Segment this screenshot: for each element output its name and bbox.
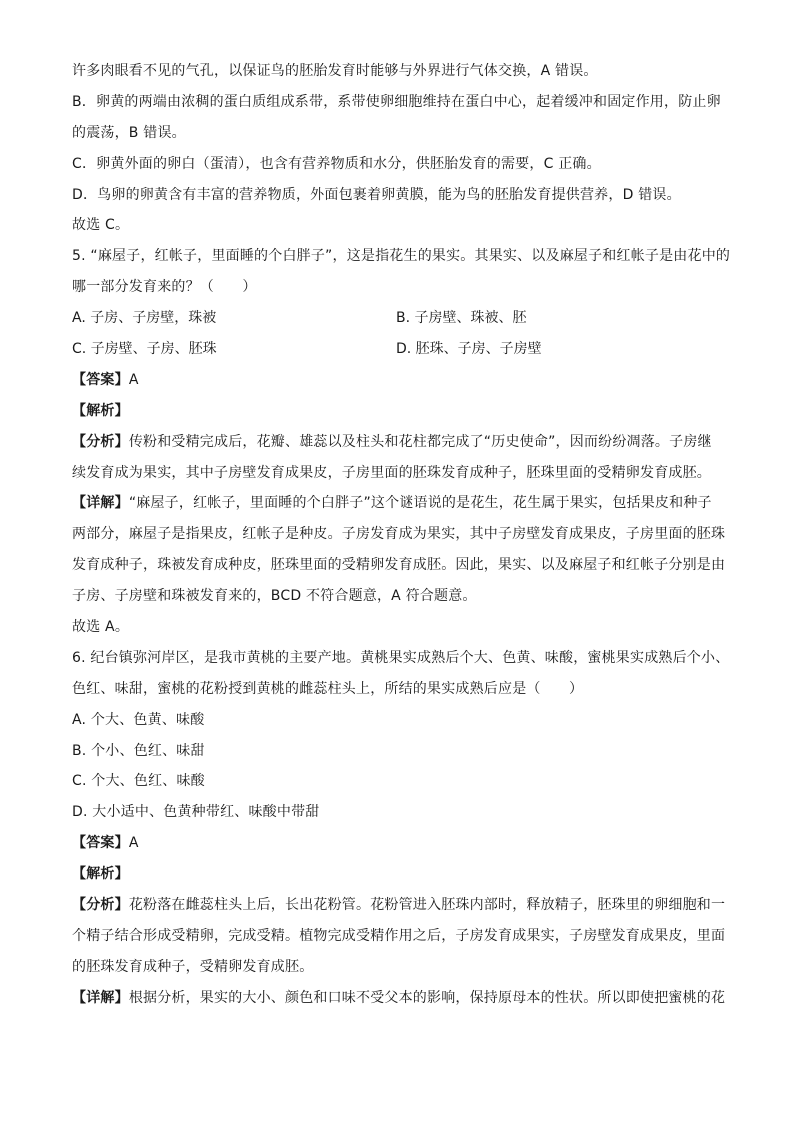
q5-final: 故选 A。	[72, 619, 130, 636]
answer-tag: 【答案】	[72, 835, 129, 852]
q5-xiangjie-line2: 两部分，麻屋子是指果皮，红帐子是种皮。子房发育成为果实，其中子房壁发育成果皮，子房里面的胚珠	[72, 526, 726, 543]
xiangjie-text: “麻屋子，红帐子，里面睡的个白胖子”这个谜语说的是花生，花生属于果实，包括果皮和种子	[128, 495, 712, 512]
q5-fenxi-line2: 续发育成为果实，其中子房壁发育成果皮，子房里面的胚珠发育成种子，胚珠里面的受精卵发育成胚。	[72, 464, 711, 481]
text-line: 的震荡，B 错误。	[72, 124, 186, 141]
q6-fenxi-line2: 个精子结合形成受精卵，完成受精。植物完成受精作用之后，子房发育成果实，子房壁发育成果皮，里面	[72, 927, 726, 944]
text-line: B．卵黄的两端由浓稠的蛋白质组成系带，系带使卵细胞维持在蛋白中心，起着缓冲和固定作用，防止卵	[72, 93, 721, 110]
q5-xiangjie-line1	[72, 494, 732, 512]
q5-options-row2	[72, 340, 732, 358]
q6-option-d: D. 大小适中、色黄种带红、味酸中带甜	[72, 804, 320, 821]
q6-option-b: B. 个小、色红、味甜	[72, 742, 205, 759]
answer-tag: 【答案】	[72, 371, 129, 388]
xiangjie-tag: 【详解】	[72, 989, 129, 1006]
fenxi-text: 传粉和受精完成后，花瓣、雄蕊以及柱头和花柱都完成了“历史使命”，因而纷纷凋落。子房继	[128, 433, 712, 450]
q5-option-a: A. 子房、子房壁，珠被	[72, 310, 217, 327]
q5-options-row1	[72, 309, 732, 327]
fenxi-text: 花粉落在雌蕊柱头上后，长出花粉管。花粉管进入胚珠内部时，释放精子，胚珠里的卵细胞和一	[128, 897, 726, 914]
q6-option-a: A. 个大、色黄、味酸	[72, 711, 205, 728]
text-line: C．卵黄外面的卵白（蛋清），也含有营养物质和水分，供胚胎发育的需要，C 正确。	[72, 155, 601, 172]
xiangjie-text: 根据分析，果实的大小、颜色和口味不受父本的影响，保持原母本的性状。所以即使把蜜桃的花	[128, 989, 726, 1006]
q6-xiangjie-line1	[72, 989, 732, 1007]
q5-analysis-heading	[72, 402, 732, 420]
answer-value: A	[128, 371, 139, 388]
q6-fenxi-line1	[72, 896, 732, 914]
q5-option-c: C. 子房壁、子房、胚珠	[72, 341, 217, 358]
analysis-tag: 【解析】	[72, 866, 129, 883]
q5-xiangjie-line3: 发育成种子，珠被发育成种皮，胚珠里面的受精卵发育成胚。因此，果实、以及麻屋子和红帐子分别是由	[72, 557, 726, 574]
answer-value: A	[128, 835, 139, 852]
q6-option-c: C. 个大、色红、味酸	[72, 773, 205, 790]
q5-option-b: B. 子房壁、珠被、胚	[396, 310, 527, 327]
q6-answer	[72, 834, 732, 852]
fenxi-tag: 【分析】	[72, 433, 129, 450]
q5-fenxi-line1	[72, 433, 732, 451]
analysis-tag: 【解析】	[72, 402, 129, 419]
text-line: 故选 C。	[72, 217, 130, 234]
document-page	[72, 62, 732, 1020]
xiangjie-tag: 【详解】	[72, 495, 129, 512]
text-line: 许多肉眼看不见的气孔，以保证鸟的胚胎发育时能够与外界进行气体交换，A 错误。	[72, 63, 598, 79]
fenxi-tag: 【分析】	[72, 897, 129, 914]
q5-xiangjie-line4: 子房、子房壁和珠被发育来的，BCD 不符合题意，A 符合题意。	[72, 588, 477, 605]
q5-option-d: D. 胚珠、子房、子房壁	[396, 341, 542, 358]
text-line: D．鸟卵的卵黄含有丰富的营养物质，外面包裹着卵黄膜，能为鸟的胚胎发育提供营养，D 错误。	[72, 186, 681, 203]
q5-answer	[72, 371, 732, 389]
q6-stem-line2: 色红、味甜，蜜桃的花粉授到黄桃的雌蕊柱头上，所结的果实成熟后应是（ ）	[72, 680, 584, 697]
q5-stem-line2: 哪一部分发育来的？（ ）	[72, 279, 257, 296]
q6-stem-line1: 6. 纪台镇弥河岸区，是我市黄桃的主要产地。黄桃果实成熟后个大、色黄、味酸，蜜桃果实成熟后个小、	[72, 649, 730, 666]
q6-analysis-heading	[72, 865, 732, 883]
q5-stem-line1: 5. “麻屋子，红帐子，里面睡的个白胖子”，这是指花生的果实。其果实、以及麻屋子和红帐子是由花中的	[72, 248, 731, 265]
q6-fenxi-line3: 的胚珠发育成种子，受精卵发育成胚。	[72, 958, 314, 975]
